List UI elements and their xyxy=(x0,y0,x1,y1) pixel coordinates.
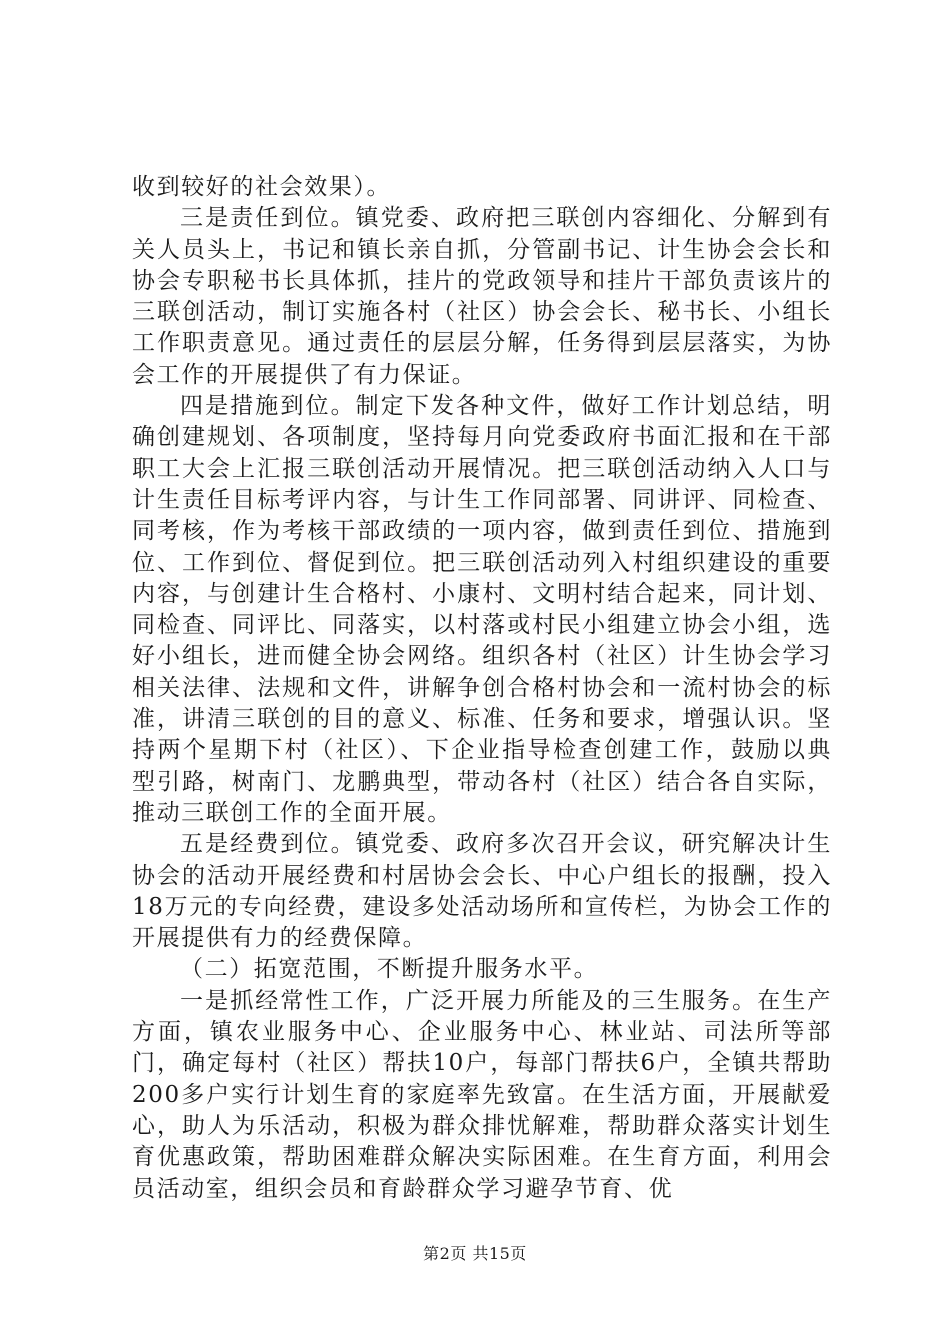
paragraph-2: 三是责任到位。镇党委、政府把三联创内容细化、分解到有关人员头上，书记和镇长亲自抓，分管副书记、计生协会会长和协会专职秘书长具体抓，挂片的党政领导和挂片干部负责该片的三联创活动，制订实施各村（社区）协会会长、秘书长、小组长工作职责意见。通过责任的层层分解，任务得到层层落实，为协会工作的开展提供了有力保证。 xyxy=(132,205,832,388)
paragraph-3: 四是措施到位。制定下发各种文件，做好工作计划总结，明确创建规划、各项制度，坚持每月向党委政府书面汇报和在干部职工大会上汇报三联创活动开展情况。把三联创活动纳入人口与计生责任目标考评内容，与计生工作同部署、同讲评、同检查、同考核，作为考核干部政绩的一项内容，做到责任到位、措施到位、工作到位、督促到位。把三联创活动列入村组织建设的重要内容，与创建计生合格村、小康村、文明村结合起来，同计划、同检查、同评比、同落实，以村落或村民小组建立协会小组，选好小组长，进而健全协会网络。组织各村（社区）计生协会学习相关法律、法规和文件，讲解争创合格村协会和一流村协会的标准，讲清三联创的目的意义、标准、任务和要求，增强认识。坚持两个星期下村（社区）、下企业指导检查创建工作，鼓励以典型引路，树南门、龙鹏典型，带动各村（社区）结合各自实际，推动三联创工作的全面开展。 xyxy=(132,393,832,826)
paragraph-4: 五是经费到位。镇党委、政府多次召开会议，研究解决计生协会的活动开展经费和村居协会会长、中心户组长的报酬，投入18万元的专向经费，建设多处活动场所和宣传栏，为协会工作的开展提供有力的经费保障。 xyxy=(132,831,832,952)
section-heading: （二）拓宽范围，不断提升服务水平。 xyxy=(180,956,599,983)
paragraph-5: 一是抓经常性工作，广泛开展力所能及的三生服务。在生产方面，镇农业服务中心、企业服务中心、林业站、司法所等部门，确定每村（社区）帮扶10户，每部门帮扶6户，全镇共帮助200多户实行计划生育的家庭率先致富。在生活方面，开展献爱心，助人为乐活动，积极为群众排忧解难，帮助群众落实计划生育优惠政策，帮助困难群众解决实际困难。在生育方面，利用会员活动室，组织会员和育龄群众学习避孕节育、优 xyxy=(132,987,832,1202)
paragraph-1: 收到较好的社会效果）。 xyxy=(132,174,392,200)
document-body xyxy=(132,172,832,1205)
page-number-footer: 第2页 共15页 xyxy=(423,1244,527,1263)
